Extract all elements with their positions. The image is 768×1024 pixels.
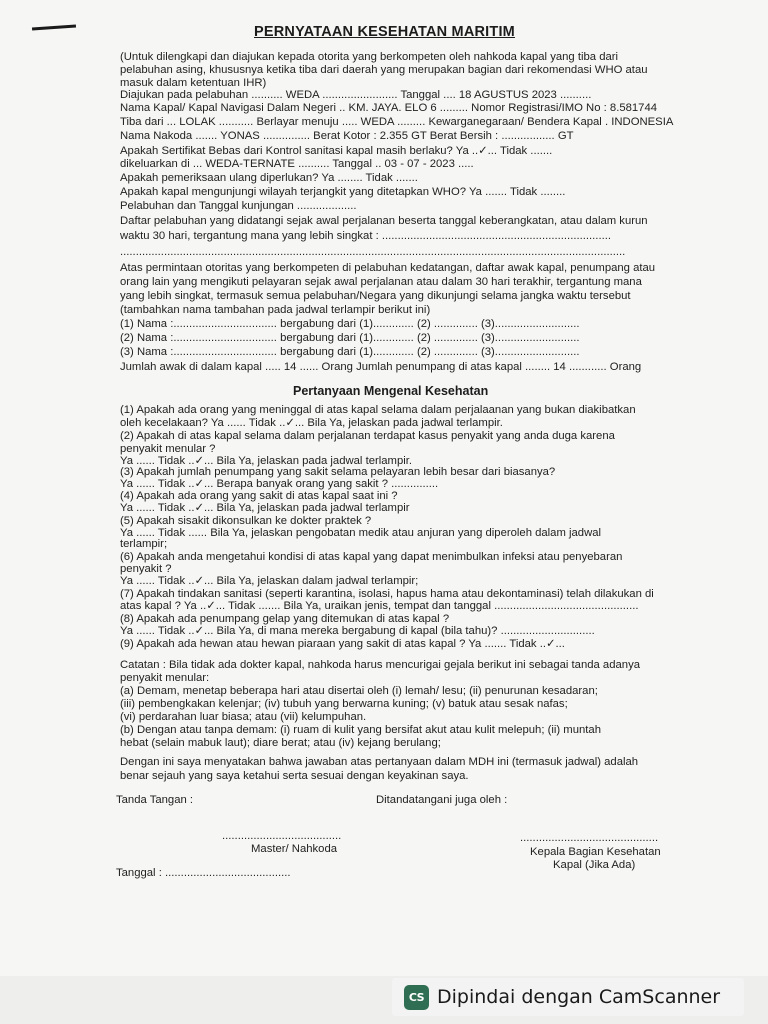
field-certificate: Apakah Sertifikat Bebas dari Kontrol sanitasi kapal masih berlaku? Ya ..✓... Tidak ....... [120, 145, 553, 157]
question-line: (7) Apakah tindakan sanitasi (seperti karantina, isolasi, hapus hama atau dekontaminasi) telah dilakukan di [120, 588, 654, 600]
question-line: Ya ...... Tidak ..✓... Berapa banyak orang yang sakit ? ............... [120, 478, 439, 490]
question-line: (9) Apakah ada hewan atau hewan piaraan yang sakit di atas kapal ? Ya ....... Tidak ..✓... [120, 638, 565, 650]
question-line: Ya ...... Tidak ..✓... Bila Ya, jelaskan dalam jadwal terlampir; [120, 575, 419, 587]
field-port-date: Diajukan pada pelabuhan .......... WEDA ........................ Tanggal .... 18 AGUSTUS 2023 .......... [120, 89, 592, 101]
field-port-list: waktu 30 hari, tergantung mana yang lebih singkat : ......................................................................... [120, 230, 611, 242]
question-line: (3) Apakah jumlah penumpang yang sakit selama pelayaran lebih besar dari biasanya? [120, 466, 556, 478]
field-reinspection: Apakah pemeriksaan ulang diperlukan? Ya ........ Tidak ....... [120, 172, 418, 184]
master-label: Master/ Nahkoda [251, 843, 338, 855]
field-name-row: (1) Nama :................................. bergabung dari (1)............. (2) .............. (3)........................... [120, 318, 580, 330]
intro-line: masuk dalam ketentuan IHR) [120, 77, 267, 89]
note-line: (b) Dengan atau tanpa demam: (i) ruam di kulit yang bersifat akut atau kulit melepuh; (ii) muntah [120, 724, 601, 736]
field-who-area: Apakah kapal mengunjungi wilayah terjangkit yang ditetapkan WHO? Ya ....... Tidak ........ [120, 186, 566, 198]
question-line: atas kapal ? Ya ..✓... Tidak ....... Bila Ya, uraikan jenis, tempat dan tanggal .............................................. [120, 600, 639, 612]
note-line: Catatan : Bila tidak ada dokter kapal, nahkoda harus mencurigai gejala berikut ini sebagai tanda adanya [120, 659, 640, 671]
field-crew-intro: orang lain yang mengikuti pelayaran sejak awal perjalanan atau dalam 30 hari terakhir, tergantung mana [120, 276, 642, 288]
camscanner-logo-icon: CS [404, 985, 429, 1010]
camscanner-text: Dipindai dengan CamScanner [437, 986, 721, 1008]
field-port-list-blank: ................................................................................................................................................................. [120, 246, 626, 258]
pen-mark [32, 24, 76, 30]
signature-label: Tanda Tangan : [116, 794, 194, 806]
field-master: Nama Nakoda ....... YONAS ............... Berat Kotor : 2.355 GT Berat Bersih : ................. GT [120, 130, 574, 142]
officer-label: Kepala Bagian Kesehatan [530, 846, 661, 858]
note-line: (iii) pembengkakan kelenjar; (iv) tubuh yang berwarna kuning; (v) batuk atau sesak nafas; [120, 698, 568, 710]
field-arrival: Tiba dari ... LOLAK ........... Berlayar menuju ..... WEDA ......... Kewarganegaraan/ Bendera Kapal . INDONESIA [120, 116, 674, 128]
question-line: (1) Apakah ada orang yang meninggal di atas kapal selama dalam perjalaanan yang bukan diakibatkan [120, 404, 636, 416]
note-line: (vi) perdarahan luar biasa; atau (vii) kelumpuhan. [120, 711, 367, 723]
camscanner-watermark [392, 978, 744, 1016]
question-line: terlampir; [120, 538, 168, 550]
question-line: penyakit ? [120, 563, 172, 575]
question-line: (6) Apakah anda mengetahui kondisi di atas kapal yang dapat menimbulkan infeksi atau penyebaran [120, 551, 623, 563]
question-line: Ya ...... Tidak ..✓... Bila Ya, jelaskan pada jadwal terlampir. [120, 455, 413, 467]
field-ship-name: Nama Kapal/ Kapal Navigasi Dalam Negeri .. KM. JAYA. ELO 6 ......... Nomor Registrasi/IMO No : 8.581744 [120, 102, 658, 114]
intro-line: pelabuhan asing, khususnya ketika tiba dari daerah yang merupakan bagian dari rekomendasi WHO atau [120, 64, 648, 76]
field-name-row: (2) Nama :................................. bergabung dari (1)............. (2) .............. (3)........................... [120, 332, 580, 344]
question-line: Ya ...... Tidak ..✓... Bila Ya, di mana mereka bergabung di kapal (bila tahu)? .............................. [120, 625, 595, 637]
question-line: (5) Apakah sisakit dikonsulkan ke dokter praktek ? [120, 515, 372, 527]
declaration-line: benar sejauh yang saya ketahui serta sesuai dengan keyakinan saya. [120, 770, 469, 782]
question-line: Ya ...... Tidak ..✓... Bila Ya, jelaskan pada jadwal terlampir [120, 502, 410, 514]
field-port-visit: Pelabuhan dan Tanggal kunjungan ................... [120, 200, 357, 212]
health-heading: Pertanyaan Mengenal Kesehatan [293, 384, 489, 398]
question-line: (2) Apakah di atas kapal selama dalam perjalanan terdapat kasus penyakit yang anda duga karena [120, 430, 615, 442]
document-title: PERNYATAAN KESEHATAN MARITIM [254, 24, 515, 40]
note-line: (a) Demam, menetap beberapa hari atau disertai oleh (i) lemah/ lesu; (ii) penurunan kesadaran; [120, 685, 598, 697]
officer-signature-line: ............................................ [520, 832, 659, 844]
field-issued: dikeluarkan di ... WEDA-TERNATE .......... Tanggal .. 03 - 07 - 2023 ..... [120, 158, 474, 170]
cosign-label: Ditandatangani juga oleh : [376, 794, 508, 806]
question-line: oleh kecelakaan? Ya ...... Tidak ..✓... Bila Ya, jelaskan pada jadwal terlampir. [120, 417, 503, 429]
question-line: penyakit menular ? [120, 443, 216, 455]
declaration-line: Dengan ini saya menyatakan bahwa jawaban atas pertanyaan dalam MDH ini (termasuk jadwal) adalah [120, 756, 639, 768]
note-line: hebat (selain mabuk laut); diare berat; atau (iv) kejang berulang; [120, 737, 441, 749]
question-line: Ya ...... Tidak ...... Bila Ya, jelaskan pengobatan medik atau anjuran yang diperoleh dalam jadwal [120, 527, 602, 539]
field-crew-count: Jumlah awak di dalam kapal ..... 14 ...... Orang Jumlah penumpang di atas kapal ........ 14 ............ Orang [120, 361, 642, 373]
intro-line: (Untuk dilengkapi dan diajukan kepada otorita yang berkompeten oleh nahkoda kapal yang tiba dari [120, 51, 619, 63]
date-field: Tanggal : ........................................ [116, 867, 291, 879]
note-line: penyakit menular: [120, 672, 210, 684]
question-line: (4) Apakah ada orang yang sakit di atas kapal saat ini ? [120, 490, 398, 502]
master-signature-line: ...................................... [222, 830, 342, 842]
field-crew-intro: yang lebih singkat, termasuk semua pelabuhan/Negara yang dikunjungi selama jangka waktu tersebut [120, 290, 631, 302]
field-crew-intro: Atas permintaan otoritas yang berkompeten di pelabuhan kedatangan, daftar awak kapal, penumpang atau [120, 262, 656, 274]
field-port-list: Daftar pelabuhan yang didatangi sejak awal perjalanan beserta tanggal keberangkatan, atau dalam kurun [120, 215, 648, 227]
field-name-row: (3) Nama :................................. bergabung dari (1)............. (2) .............. (3)........................... [120, 346, 580, 358]
officer-label: Kapal (Jika Ada) [553, 859, 636, 871]
field-crew-intro: (tambahkan nama tambahan pada jadwal terlampir berikut ini) [120, 304, 431, 316]
question-line: (8) Apakah ada penumpang gelap yang ditemukan di atas kapal ? [120, 613, 450, 625]
